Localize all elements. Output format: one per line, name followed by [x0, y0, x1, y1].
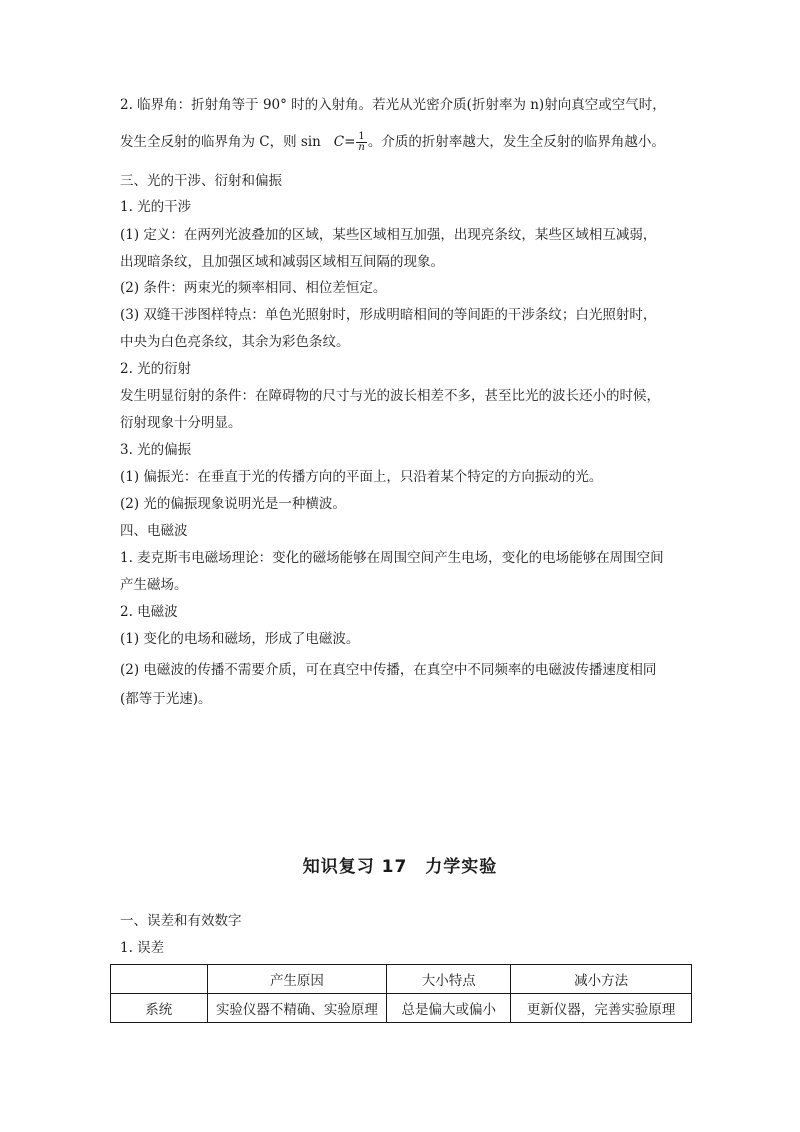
table-row: [111, 994, 692, 1023]
error-table-header-row: [111, 965, 692, 994]
em-wave-2b: (都等于光速)。: [120, 691, 212, 707]
interference-heading: 1. 光的干涉: [120, 199, 192, 215]
section-3-heading: 三、光的干涉、衍射和偏振: [120, 173, 282, 189]
critical-angle-text-pre: 发生全反射的临界角为 C，则 sin: [120, 134, 321, 150]
diffraction-heading: 2. 光的衍射: [120, 361, 192, 377]
diffraction-text-1: 发生明显衍射的条件：在障碍物的尺寸与光的波长相差不多，甚至比光的波长还小的时候，: [120, 388, 660, 404]
maxwell-theory-2: 产生磁场。: [120, 577, 188, 593]
table-cell: 更新仪器，完善实验原理: [511, 994, 692, 1023]
interference-condition: (2) 条件：两束光的频率相同、相位差恒定。: [120, 280, 387, 296]
section-4-heading: 四、电磁波: [120, 523, 188, 539]
polarization-heading: 3. 光的偏振: [120, 442, 192, 458]
critical-angle-line-2: [120, 132, 690, 153]
interference-definition-2: 出现暗条纹，且加强区域和减弱区域相互间隔的现象。: [120, 254, 444, 270]
table-header-cell: 减小方法: [511, 965, 692, 994]
interference-pattern-2: 中央为白色亮条纹，其余为彩色条纹。: [120, 334, 350, 350]
table-cell: 系统: [111, 994, 208, 1023]
formula-c: C=: [333, 134, 356, 150]
polarization-2: (2) 光的偏振现象说明光是一种横波。: [120, 496, 346, 512]
critical-angle-line-1: 2. 临界角：折射角等于 90° 时的入射角。若光从光密介质(折射率为 n)射向真空或空气时，: [120, 97, 666, 113]
em-wave-heading: 2. 电磁波: [120, 604, 178, 620]
table-header-cell: 大小特点: [387, 965, 511, 994]
interference-pattern-1: (3) 双缝干涉图样特点：单色光照射时，形成明暗相间的等间距的干涉条纹；白光照射时，: [120, 307, 657, 323]
em-wave-2a: (2) 电磁波的传播不需要介质，可在真空中传播，在真空中不同频率的电磁波传播速度相同: [120, 662, 657, 678]
table-header-cell: 产生原因: [207, 965, 387, 994]
error-table: [110, 964, 692, 1023]
polarization-1: (1) 偏振光：在垂直于光的传播方向的平面上，只沿着某个特定的方向振动的光。: [120, 469, 603, 485]
diffraction-text-2: 衍射现象十分明显。: [120, 415, 242, 431]
em-wave-1: (1) 变化的电场和磁场，形成了电磁波。: [120, 631, 360, 647]
formula-denominator: n: [358, 142, 365, 153]
errors-section-heading: 一、误差和有效数字: [120, 913, 242, 929]
table-cell: 实验仪器不精确、实验原理: [207, 994, 387, 1023]
interference-definition-1: (1) 定义：在两列光波叠加的区域，某些区域相互加强，出现亮条纹，某些区域相互减弱，: [120, 227, 657, 243]
formula-fraction: [356, 132, 366, 153]
table-header-cell: [111, 965, 208, 994]
critical-angle-text-post: 。介质的折射率越大，发生全反射的临界角越小。: [367, 134, 665, 150]
formula-numerator: 1: [356, 132, 366, 143]
table-cell: 总是偏大或偏小: [387, 994, 511, 1023]
review-17-title: 知识复习 17 力学实验: [302, 857, 498, 877]
error-heading: 1. 误差: [120, 940, 165, 956]
maxwell-theory-1: 1. 麦克斯韦电磁场理论：变化的磁场能够在周围空间产生电场，变化的电场能够在周围空间: [120, 550, 664, 566]
